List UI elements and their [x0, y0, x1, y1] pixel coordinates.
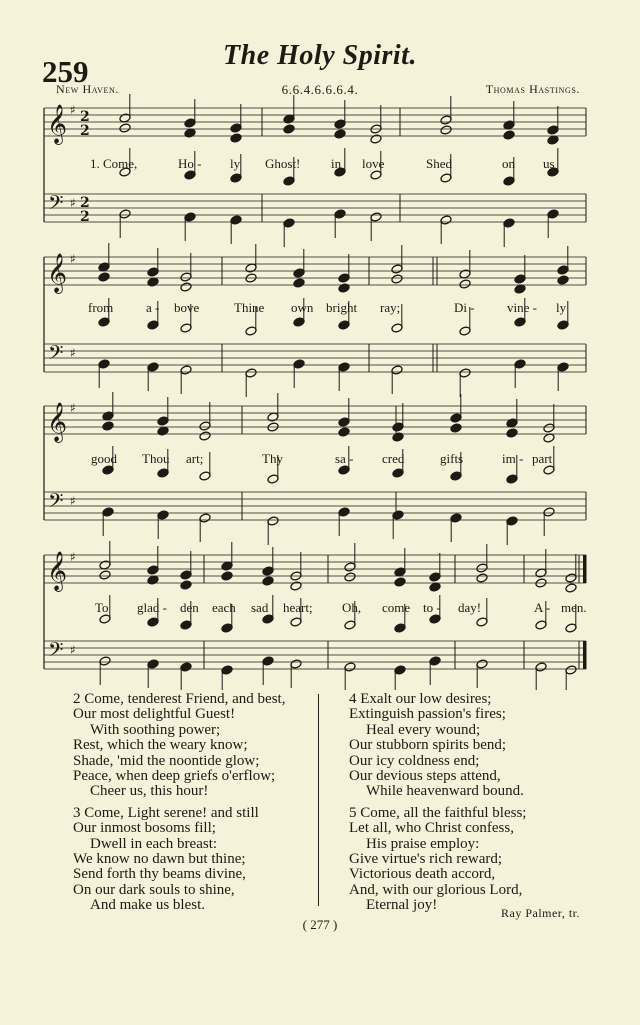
- tune-name: New Haven.: [56, 82, 119, 96]
- note-head: [262, 576, 274, 586]
- note-head: [514, 317, 526, 327]
- note-head: [184, 118, 196, 128]
- note-head: [262, 656, 274, 666]
- lyric-syllable: art;: [186, 451, 204, 466]
- sharp-icon: ♯: [70, 401, 76, 415]
- lyric-syllable: ly: [556, 300, 567, 315]
- verse-line: Give virtue's rich reward;: [349, 851, 503, 868]
- note-head: [450, 413, 462, 423]
- note-head: [147, 267, 159, 277]
- verse-line: Cheer us, this hour!: [90, 783, 209, 800]
- note-head: [344, 562, 356, 572]
- bass-clef-icon: 𝄢: [48, 638, 64, 666]
- note-head: [290, 617, 302, 627]
- note-head: [565, 573, 577, 583]
- verse-line: Extinguish passion's fires;: [349, 706, 506, 723]
- note-head: [267, 474, 279, 484]
- translator-attribution: Ray Palmer, tr.: [500, 906, 580, 920]
- note-head: [230, 123, 242, 133]
- lyric-syllable: to -: [423, 600, 441, 615]
- verse-4: [349, 692, 526, 800]
- note-head: [293, 317, 305, 327]
- note-head: [157, 468, 169, 478]
- lyric-syllable: den: [180, 600, 199, 615]
- lyric-syllable: good: [91, 451, 117, 466]
- lyric-syllable: sa -: [335, 451, 354, 466]
- note-head: [221, 623, 233, 633]
- note-head: [565, 583, 577, 593]
- note-head: [199, 421, 211, 431]
- note-head: [119, 123, 131, 133]
- verse-2: [73, 692, 285, 800]
- note-head: [476, 563, 488, 573]
- note-head: [119, 209, 131, 219]
- note-head: [506, 516, 518, 526]
- note-head: [535, 662, 547, 672]
- verse-line: Victorious death accord,: [349, 866, 496, 883]
- lyric-syllable: Di -: [454, 300, 475, 315]
- verse-line: While heavenward bound.: [366, 783, 524, 800]
- note-head: [338, 320, 350, 330]
- verse-line: On our dark souls to shine,: [73, 881, 235, 898]
- note-head: [221, 665, 233, 675]
- note-head: [547, 125, 559, 135]
- verse-line: With soothing power;: [90, 721, 221, 738]
- note-head: [283, 124, 295, 134]
- sharp-icon: ♯: [70, 550, 76, 564]
- note-head: [557, 320, 569, 330]
- verse-line: We know no dawn but thine;: [73, 851, 246, 868]
- note-head: [565, 623, 577, 633]
- lyric-syllable: ray;: [380, 300, 401, 315]
- note-head: [290, 659, 302, 669]
- note-head: [230, 133, 242, 143]
- note-head: [514, 359, 526, 369]
- verse-line: 5 Come, all the faithful bless;: [349, 804, 527, 821]
- note-head: [293, 359, 305, 369]
- final-barline: [583, 641, 586, 669]
- verse-line: Send forth thy beams divine,: [73, 866, 246, 883]
- sharp-icon: ♯: [70, 643, 76, 657]
- lyric-syllable: bright: [326, 300, 358, 315]
- verse-line: Our devious steps attend,: [349, 768, 501, 785]
- note-head: [199, 471, 211, 481]
- note-head: [221, 571, 233, 581]
- note-head: [394, 665, 406, 675]
- note-head: [459, 326, 471, 336]
- verse-line: Let all, who Christ confess,: [349, 820, 514, 837]
- note-head: [459, 279, 471, 289]
- verse-line: 2 Come, tenderest Friend, and best,: [73, 691, 286, 707]
- bass-clef-icon: 𝄢: [48, 191, 64, 219]
- note-head: [506, 428, 518, 438]
- verse-line: And make us blest.: [90, 897, 205, 914]
- lyric-syllable: come: [382, 600, 411, 615]
- note-head: [543, 423, 555, 433]
- hymn-number: 259: [42, 54, 89, 89]
- verse-line: Our stubborn spirits bend;: [349, 737, 507, 754]
- verses-left-column: [73, 692, 285, 914]
- note-head: [338, 507, 350, 517]
- note-head: [344, 572, 356, 582]
- note-head: [334, 209, 346, 219]
- note-head: [147, 565, 159, 575]
- note-head: [476, 573, 488, 583]
- note-head: [503, 218, 515, 228]
- note-head: [293, 268, 305, 278]
- note-head: [338, 362, 350, 372]
- note-head: [98, 272, 110, 282]
- note-head: [429, 656, 441, 666]
- note-head: [180, 282, 192, 292]
- lyric-syllable: us: [543, 156, 555, 171]
- note-head: [440, 215, 452, 225]
- verse-line: Heal every wound;: [366, 721, 481, 738]
- composer: Thomas Hastings.: [485, 82, 580, 96]
- note-head: [334, 129, 346, 139]
- verse-line: Our most delightful Guest!: [73, 706, 236, 723]
- note-head: [184, 212, 196, 222]
- note-head: [180, 580, 192, 590]
- note-head: [157, 416, 169, 426]
- note-head: [338, 283, 350, 293]
- lyric-syllable: vine -: [507, 300, 537, 315]
- note-head: [514, 274, 526, 284]
- note-head: [147, 617, 159, 627]
- sharp-icon: ♯: [70, 103, 76, 117]
- verse-line: Rest, which the weary know;: [73, 737, 248, 754]
- note-head: [180, 365, 192, 375]
- note-head: [394, 577, 406, 587]
- note-head: [283, 218, 295, 228]
- note-head: [440, 115, 452, 125]
- treble-clef-icon: 𝄞: [47, 253, 68, 293]
- note-head: [245, 326, 257, 336]
- lyric-syllable: im -: [502, 451, 524, 466]
- note-head: [157, 510, 169, 520]
- note-head: [199, 431, 211, 441]
- verse-line: Our inmost bosoms fill;: [73, 820, 216, 837]
- note-head: [338, 273, 350, 283]
- lyric-syllable: A -: [534, 600, 551, 615]
- note-head: [199, 513, 211, 523]
- bass-clef-icon: 𝄢: [48, 489, 64, 517]
- note-head: [344, 620, 356, 630]
- verse-5: [349, 806, 526, 914]
- lyric-syllable: cred: [382, 451, 405, 466]
- treble-clef-icon: 𝄞: [47, 551, 68, 591]
- note-head: [180, 570, 192, 580]
- note-head: [391, 264, 403, 274]
- note-head: [147, 320, 159, 330]
- lyric-syllable: a -: [146, 300, 160, 315]
- verse-line: Eternal joy!: [366, 897, 438, 914]
- verse-line: 4 Exalt our low desires;: [349, 691, 492, 707]
- lyric-syllable: gifts: [440, 451, 464, 466]
- note-head: [102, 507, 114, 517]
- page-number: ( 277 ): [302, 917, 338, 932]
- note-head: [99, 570, 111, 580]
- verse-line: And, with our glorious Lord,: [349, 881, 523, 898]
- note-head: [245, 368, 257, 378]
- verses-right-column: [349, 692, 526, 914]
- note-head: [370, 212, 382, 222]
- sharp-icon: ♯: [70, 494, 76, 508]
- note-head: [476, 617, 488, 627]
- verse-line: His praise employ:: [366, 835, 480, 852]
- lyric-syllable: own: [291, 300, 314, 315]
- lyric-syllable: heart;: [283, 600, 313, 615]
- note-head: [102, 421, 114, 431]
- note-head: [267, 516, 279, 526]
- lyric-syllable: Thy: [262, 451, 283, 466]
- hymn-title: The Holy Spirit.: [223, 40, 417, 71]
- note-head: [392, 510, 404, 520]
- note-head: [98, 317, 110, 327]
- note-head: [370, 134, 382, 144]
- note-head: [450, 471, 462, 481]
- lyric-syllable: sad: [251, 600, 269, 615]
- note-head: [565, 665, 577, 675]
- verse-line: Peace, when deep griefs o'erflow;: [73, 768, 276, 785]
- note-head: [391, 365, 403, 375]
- note-head: [334, 119, 346, 129]
- note-head: [506, 474, 518, 484]
- note-head: [476, 659, 488, 669]
- note-head: [429, 572, 441, 582]
- time-signature-numerator: 2: [80, 195, 90, 211]
- verse-3: [73, 806, 285, 914]
- lyric-syllable: bove: [174, 300, 200, 315]
- note-head: [557, 275, 569, 285]
- lyric-syllable: Ghost!: [265, 156, 301, 171]
- note-head: [450, 513, 462, 523]
- lyric-syllable: in: [331, 156, 342, 171]
- note-head: [338, 427, 350, 437]
- note-head: [99, 656, 111, 666]
- note-head: [440, 173, 452, 183]
- final-barline: [583, 555, 586, 583]
- lyric-syllable: 1. Come,: [90, 156, 138, 171]
- lyric-syllable: ly: [230, 156, 241, 171]
- verse-line: Our icy coldness end;: [349, 752, 480, 769]
- note-head: [262, 566, 274, 576]
- note-head: [543, 507, 555, 517]
- verse-line: Shade, 'mid the noontide glow;: [73, 752, 260, 769]
- lyric-syllable: love: [362, 156, 385, 171]
- lyric-syllable: from: [88, 300, 114, 315]
- note-head: [338, 417, 350, 427]
- note-head: [230, 215, 242, 225]
- sharp-icon: ♯: [70, 196, 76, 210]
- note-head: [344, 662, 356, 672]
- note-head: [147, 659, 159, 669]
- treble-clef-icon: 𝄞: [47, 402, 68, 442]
- time-signature-denominator: 2: [80, 123, 90, 139]
- time-signature-numerator: 2: [80, 109, 90, 125]
- note-head: [293, 278, 305, 288]
- note-head: [180, 272, 192, 282]
- lyric-syllable: Thine: [234, 300, 265, 315]
- sharp-icon: ♯: [70, 346, 76, 360]
- lyric-syllable: To: [95, 600, 109, 615]
- note-head: [459, 368, 471, 378]
- lyric-syllable: day!: [458, 600, 482, 615]
- meter: 6.6.4.6.6.6.4.: [281, 82, 359, 97]
- note-head: [394, 623, 406, 633]
- note-head: [147, 362, 159, 372]
- note-head: [450, 423, 462, 433]
- lyric-syllable: each: [212, 600, 236, 615]
- verse-line: Dwell in each breast:: [90, 835, 218, 852]
- note-head: [180, 323, 192, 333]
- note-head: [440, 125, 452, 135]
- note-head: [230, 173, 242, 183]
- sharp-icon: ♯: [70, 252, 76, 266]
- note-head: [98, 359, 110, 369]
- column-divider: [318, 694, 319, 906]
- note-head: [557, 265, 569, 275]
- lyric-syllable: Ho -: [178, 156, 202, 171]
- time-signature-denominator: 2: [80, 209, 90, 225]
- note-head: [392, 432, 404, 442]
- note-head: [503, 176, 515, 186]
- treble-clef-icon: 𝄞: [47, 104, 68, 144]
- note-head: [557, 362, 569, 372]
- lyric-syllable: glad -: [137, 600, 167, 615]
- note-head: [503, 130, 515, 140]
- verse-line: 3 Come, Light serene! and still: [73, 804, 259, 821]
- note-head: [290, 581, 302, 591]
- note-head: [283, 176, 295, 186]
- note-head: [180, 620, 192, 630]
- lyric-syllable: Thou: [142, 451, 170, 466]
- note-head: [392, 422, 404, 432]
- note-head: [392, 468, 404, 478]
- note-head: [180, 662, 192, 672]
- note-head: [391, 274, 403, 284]
- lyric-syllable: on: [502, 156, 515, 171]
- bass-clef-icon: 𝄢: [48, 341, 64, 369]
- note-head: [391, 323, 403, 333]
- lyric-syllable: Oh,: [342, 600, 362, 615]
- note-head: [547, 209, 559, 219]
- lyric-syllable: men.: [561, 600, 587, 615]
- note-head: [535, 620, 547, 630]
- lyric-syllable: part: [532, 451, 553, 466]
- lyric-syllable: Shed: [426, 156, 452, 171]
